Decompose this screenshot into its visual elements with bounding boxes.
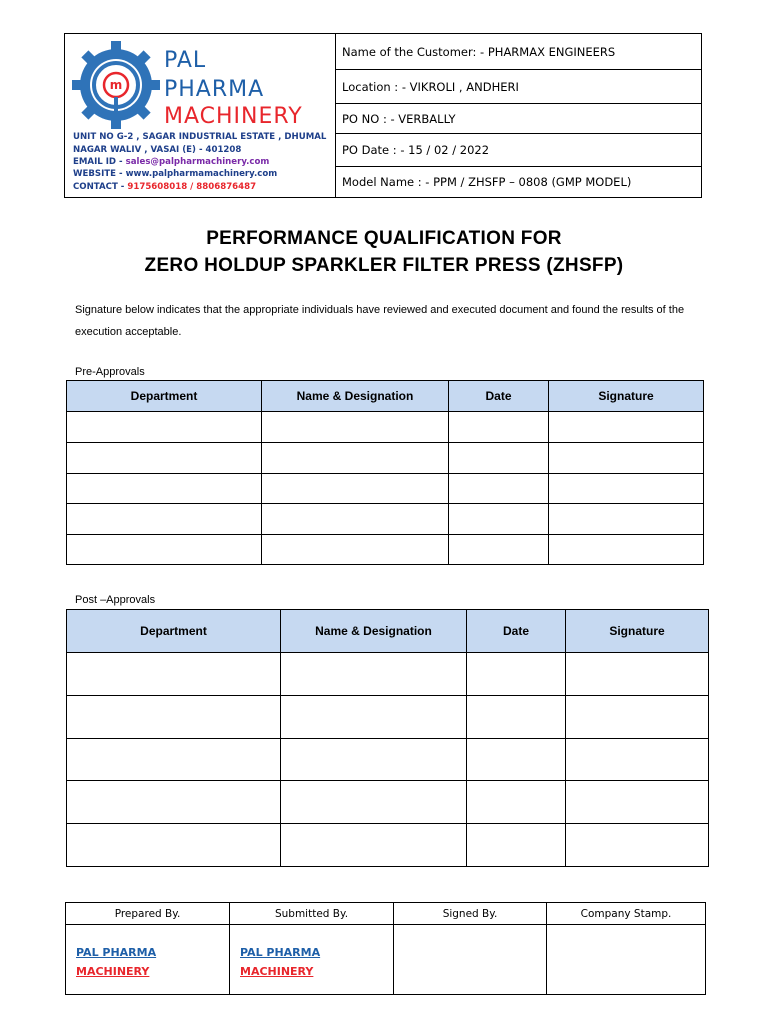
po-number-value: VERBALLY	[398, 111, 456, 126]
brand-pal: PAL	[164, 48, 207, 73]
blank-cell[interactable]	[549, 504, 704, 535]
blank-cell[interactable]	[262, 443, 449, 474]
post-col-signature: Signature	[566, 610, 709, 653]
submitted-by-brand-red: MACHINERY	[240, 964, 314, 978]
contact-numbers: 9175608018 / 8806876487	[127, 182, 257, 192]
blank-cell[interactable]	[549, 474, 704, 504]
pre-approvals-table	[66, 380, 704, 565]
blank-cell[interactable]	[262, 535, 449, 565]
prepared-by-cell	[66, 925, 230, 995]
blank-cell[interactable]	[566, 696, 709, 739]
contact-label: CONTACT -	[73, 182, 128, 192]
logo-mark-text: m	[109, 78, 123, 92]
pre-approvals-caption: Pre-Approvals	[75, 366, 145, 378]
blank-cell[interactable]	[281, 824, 467, 867]
pre-col-date: Date	[449, 381, 549, 412]
table-row	[67, 504, 704, 535]
blank-cell[interactable]	[467, 781, 566, 824]
table-row	[67, 781, 709, 824]
blank-cell[interactable]	[467, 696, 566, 739]
blank-cell[interactable]	[262, 474, 449, 504]
company-logo-cell	[65, 34, 336, 197]
po-date-label: PO Date : -	[342, 143, 405, 157]
blank-cell[interactable]	[566, 824, 709, 867]
blank-cell[interactable]	[449, 535, 549, 565]
blank-cell[interactable]	[281, 696, 467, 739]
blank-cell[interactable]	[449, 443, 549, 474]
gear-logo-icon	[71, 40, 161, 130]
email-link[interactable]: sales@palpharmachinery.com	[125, 157, 270, 167]
table-row	[67, 824, 709, 867]
pre-col-signature: Signature	[549, 381, 704, 412]
contact-line	[73, 183, 256, 192]
blank-cell[interactable]	[449, 412, 549, 443]
post-col-date: Date	[467, 610, 566, 653]
blank-cell[interactable]	[281, 653, 467, 696]
website-label: WEBSITE -	[73, 169, 126, 179]
table-row	[67, 696, 709, 739]
blank-cell[interactable]	[281, 781, 467, 824]
blank-cell[interactable]	[262, 504, 449, 535]
address-line-2: NAGAR WALIV , VASAI (E) - 401208	[73, 145, 242, 155]
pre-col-department: Department	[67, 381, 262, 412]
table-row	[67, 412, 704, 443]
company-stamp-cell[interactable]	[547, 925, 706, 995]
customer-name-value: PHARMAX ENGINEERS	[487, 44, 616, 59]
blank-cell[interactable]	[67, 739, 281, 781]
brand-machinery: MACHINERY	[164, 104, 303, 129]
blank-cell[interactable]	[566, 653, 709, 696]
location-row	[336, 70, 701, 104]
submitted-by-brand-blue: PAL PHARMA	[240, 945, 321, 959]
blank-cell[interactable]	[467, 824, 566, 867]
website-link[interactable]: www.palpharmamachinery.com	[125, 169, 278, 179]
customer-name-label: Name of the Customer: -	[342, 44, 485, 59]
blank-cell[interactable]	[67, 781, 281, 824]
table-row	[67, 739, 709, 781]
blank-cell[interactable]	[67, 653, 281, 696]
post-approvals-caption: Post –Approvals	[75, 594, 156, 606]
signoff-header-row	[66, 903, 706, 925]
signoff-value-row	[66, 925, 706, 995]
blank-cell[interactable]	[467, 653, 566, 696]
address-line-1: UNIT NO G-2 , SAGAR INDUSTRIAL ESTATE , DHUMAL	[73, 132, 327, 142]
blank-cell[interactable]	[566, 739, 709, 781]
blank-cell[interactable]	[549, 443, 704, 474]
signoff-table	[65, 902, 706, 995]
prepared-by-header: Prepared By.	[66, 903, 230, 925]
po-date-row	[336, 134, 701, 167]
po-date-value: 15 / 02 / 2022	[408, 143, 490, 157]
document-title-line-1: PERFORMANCE QUALIFICATION FOR	[206, 228, 562, 249]
submitted-by-cell	[230, 925, 394, 995]
blank-cell[interactable]	[549, 535, 704, 565]
pre-col-name-designation: Name & Designation	[262, 381, 449, 412]
signed-by-cell[interactable]	[394, 925, 547, 995]
prepared-by-brand-blue: PAL PHARMA	[76, 945, 157, 959]
header-block	[64, 33, 702, 198]
po-number-row	[336, 104, 701, 134]
blank-cell[interactable]	[67, 443, 262, 474]
po-number-label: PO NO : -	[342, 111, 395, 126]
location-value: VIKROLI , ANDHERI	[409, 79, 519, 94]
table-row	[67, 653, 709, 696]
table-row	[67, 443, 704, 474]
company-stamp-header: Company Stamp.	[547, 903, 706, 925]
model-name-label: Model Name : -	[342, 175, 430, 189]
brand-pharma: PHARMA	[164, 77, 265, 102]
submitted-by-header: Submitted By.	[230, 903, 394, 925]
post-approvals-header-row	[67, 610, 709, 653]
table-row	[67, 474, 704, 504]
blank-cell[interactable]	[566, 781, 709, 824]
blank-cell[interactable]	[67, 474, 262, 504]
blank-cell[interactable]	[67, 535, 262, 565]
blank-cell[interactable]	[549, 412, 704, 443]
document-title-line-2: ZERO HOLDUP SPARKLER FILTER PRESS (ZHSFP)	[144, 255, 624, 276]
blank-cell[interactable]	[262, 412, 449, 443]
model-name-row	[336, 167, 701, 197]
location-label: Location : -	[342, 79, 406, 94]
blank-cell[interactable]	[67, 696, 281, 739]
table-row	[67, 535, 704, 565]
post-col-name-designation: Name & Designation	[281, 610, 467, 653]
intro-paragraph: Signature below indicates that the appropriate individuals have reviewed and executed document and found the results of the execution acceptable.	[75, 304, 685, 338]
email-label: EMAIL ID -	[73, 157, 126, 167]
website-line	[73, 170, 277, 179]
blank-cell[interactable]	[67, 412, 262, 443]
blank-cell[interactable]	[467, 739, 566, 781]
blank-cell[interactable]	[449, 474, 549, 504]
pre-approvals-header-row	[67, 381, 704, 412]
model-name-value: PPM / ZHSFP – 0808 (GMP MODEL)	[433, 175, 632, 189]
blank-cell[interactable]	[67, 824, 281, 867]
signed-by-header: Signed By.	[394, 903, 547, 925]
post-approvals-table	[66, 609, 709, 867]
post-col-department: Department	[67, 610, 281, 653]
customer-name-row	[336, 34, 701, 70]
blank-cell[interactable]	[67, 504, 262, 535]
blank-cell[interactable]	[281, 739, 467, 781]
prepared-by-brand-red: MACHINERY	[76, 964, 150, 978]
email-line	[73, 158, 269, 167]
blank-cell[interactable]	[449, 504, 549, 535]
